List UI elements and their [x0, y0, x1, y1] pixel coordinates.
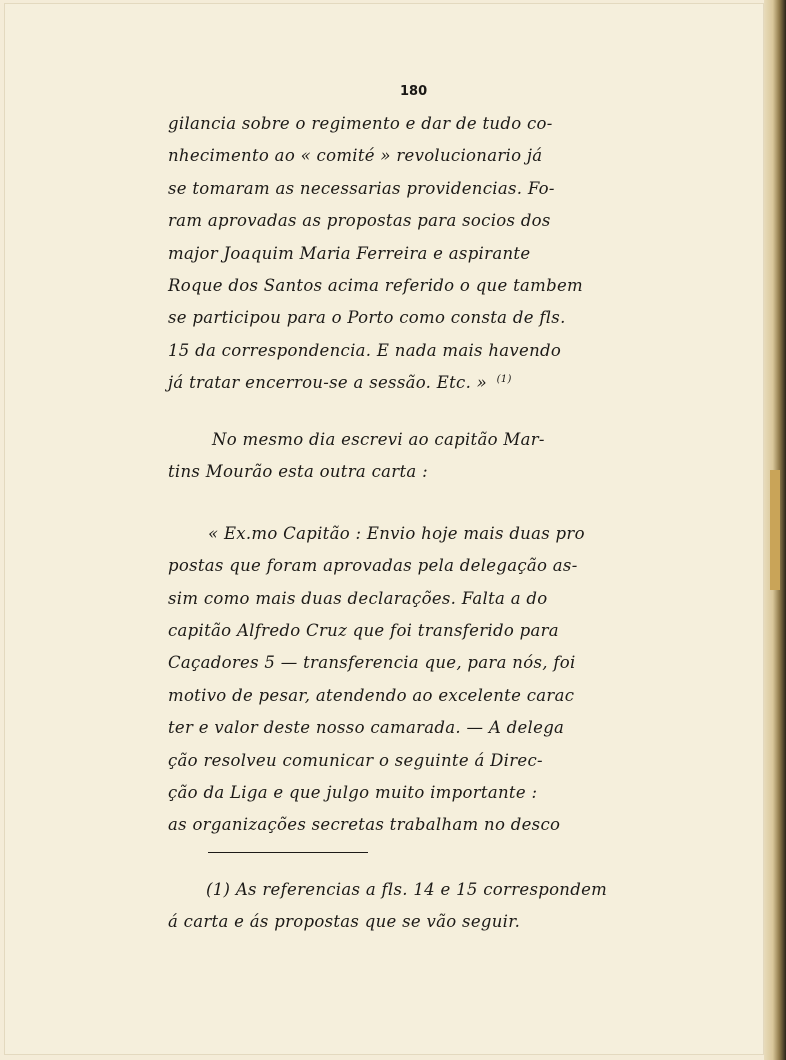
- letter-line-3: sim como mais duas declarações. Falta a do: [168, 589, 548, 608]
- letter-line-9: ção da Liga e que julgo muito importante :: [168, 783, 538, 802]
- text-line-3: se tomaram as necessarias providencias. Fo-: [168, 179, 555, 198]
- letter-line-4: capitão Alfredo Cruz que foi transferido para: [168, 621, 559, 640]
- text-line-9-body: já tratar encerrou-se a sessão. Etc. »: [168, 373, 488, 392]
- text-line-2: nhecimento ao « comité » revolucionario já: [168, 146, 543, 165]
- page-tab-marker: [770, 470, 780, 590]
- text-line-8: 15 da correspondencia. E nada mais havendo: [168, 341, 562, 360]
- footnote-separator: [208, 852, 368, 853]
- page-number: 180: [400, 84, 428, 99]
- paragraph-2-line-1: No mesmo dia escrevi ao capitão Mar-: [212, 430, 545, 449]
- text-line-1: gilancia sobre o regimento e dar de tudo co-: [168, 114, 553, 133]
- letter-line-1: « Ex.mo Capitão : Envio hoje mais duas pro: [208, 524, 585, 543]
- paragraph-2-line-2: tins Mourão esta outra carta :: [168, 462, 428, 481]
- text-line-6: Roque dos Santos acima referido o que tambem: [168, 276, 583, 295]
- text-line-5: major Joaquim Maria Ferreira e aspirante: [168, 244, 531, 263]
- footnote-line-1: (1) As referencias a fls. 14 e 15 correspondem: [206, 880, 608, 899]
- letter-line-10: as organizações secretas trabalham no desco: [168, 815, 561, 834]
- letter-line-5: Caçadores 5 — transferencia que, para nós, foi: [168, 653, 576, 672]
- letter-line-7: ter e valor deste nosso camarada. — A delega: [168, 718, 565, 737]
- letter-line-8: ção resolveu comunicar o seguinte á Direc-: [168, 751, 543, 770]
- text-line-7: se participou para o Porto como consta de fls.: [168, 308, 566, 327]
- footnote-reference: (1): [496, 373, 512, 385]
- letter-line-2: postas que foram aprovadas pela delegação as-: [168, 556, 578, 575]
- text-line-9: [168, 373, 512, 392]
- footnote-line-2: á carta e ás propostas que se vão seguir.: [168, 912, 521, 931]
- text-line-4: ram aprovadas as propostas para socios dos: [168, 211, 551, 230]
- letter-line-6: motivo de pesar, atendendo ao excelente carac: [168, 686, 575, 705]
